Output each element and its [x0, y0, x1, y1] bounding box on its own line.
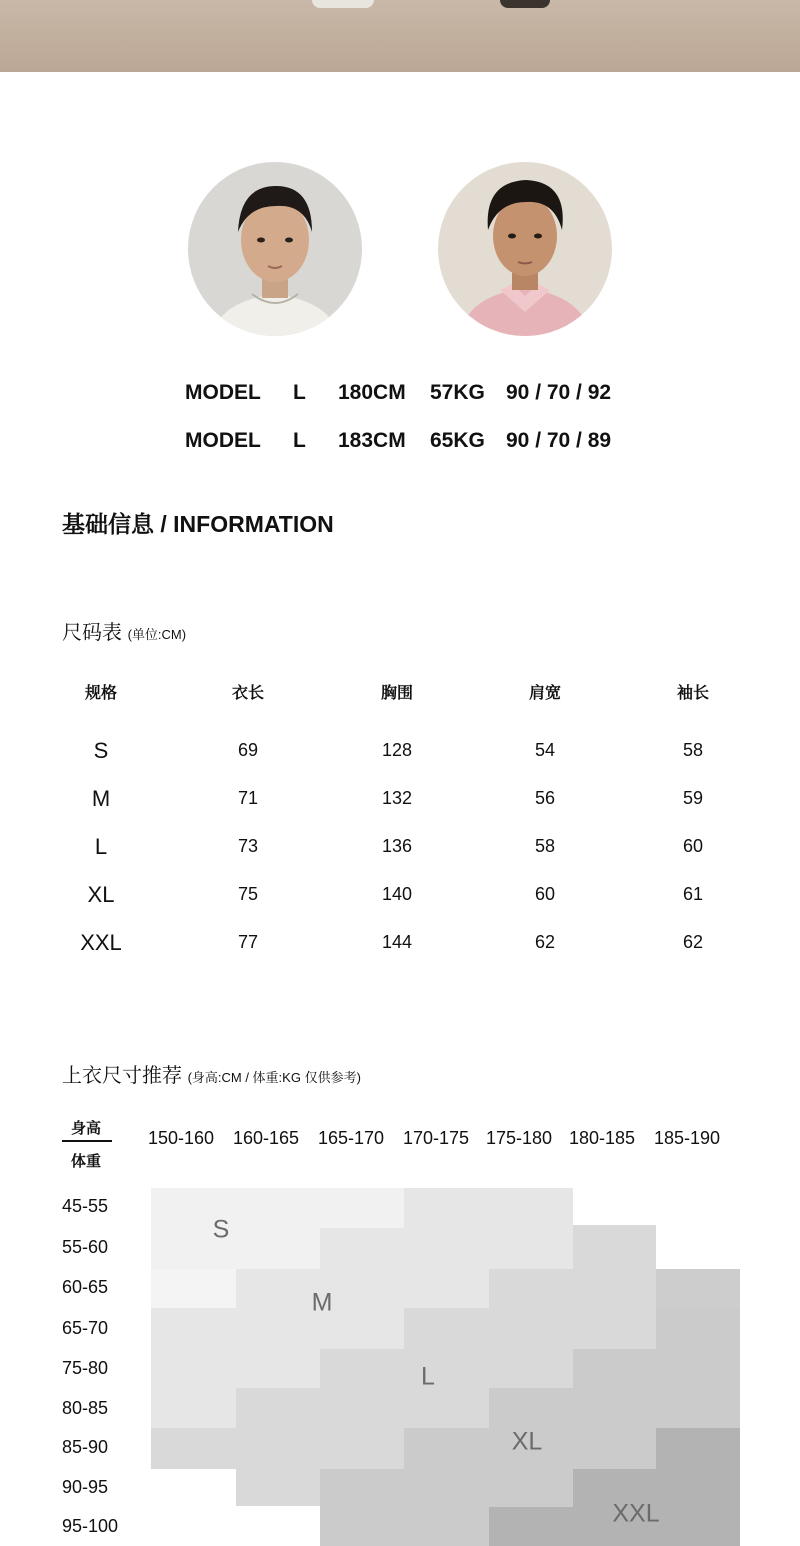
model-weight: 65KG — [430, 429, 485, 452]
size-cell: XL — [87, 882, 115, 907]
weight-range: 80-85 — [62, 1398, 109, 1418]
size-table-header: 胸围 — [380, 685, 414, 702]
shoulder-cell: 58 — [534, 836, 556, 856]
model-avatar-2 — [438, 162, 612, 336]
model-label: MODEL — [185, 381, 261, 404]
chest-cell: 144 — [381, 932, 413, 952]
sleeve-cell: 58 — [682, 740, 704, 760]
zone-s — [151, 1228, 320, 1269]
size-table-header: 肩宽 — [528, 685, 562, 702]
sleeve-cell: 61 — [682, 884, 704, 904]
chest-cell: 132 — [381, 788, 413, 808]
size-table-unit: (单位:CM) — [127, 627, 187, 642]
length-cell: 73 — [237, 836, 259, 856]
recommend-title-text: 上衣尺寸推荐 — [62, 1065, 182, 1087]
zone-l — [151, 1428, 404, 1469]
chest-cell: 136 — [381, 836, 413, 856]
shoulder-cell: 62 — [534, 932, 556, 952]
model-height: 180CM — [338, 381, 406, 404]
size-cell: XXL — [80, 930, 122, 955]
sleeve-cell: 59 — [682, 788, 704, 808]
model-height: 183CM — [338, 429, 406, 452]
height-range: 170-175 — [403, 1128, 470, 1148]
zone-xl — [656, 1308, 740, 1349]
zone-xl — [320, 1469, 573, 1507]
zone-xl — [573, 1349, 740, 1388]
weight-range: 65-70 — [62, 1318, 109, 1338]
zone-xl — [656, 1269, 740, 1308]
height-range: 165-170 — [318, 1128, 385, 1148]
zone-xxl — [656, 1428, 740, 1469]
size-cell: S — [93, 738, 109, 763]
size-cell: M — [91, 786, 111, 811]
height-range: 180-185 — [569, 1128, 636, 1148]
height-axis-label: 身高 — [71, 1120, 102, 1137]
weight-range: 95-100 — [62, 1516, 119, 1536]
weight-range: 60-65 — [62, 1277, 109, 1297]
zone-label-s: S — [212, 1215, 230, 1244]
chest-cell: 140 — [381, 884, 413, 904]
info-title: 基础信息 / INFORMATION — [62, 511, 334, 537]
weight-range: 75-80 — [62, 1358, 109, 1378]
zone-label-l: L — [421, 1362, 435, 1391]
model-measurements: 90 / 70 / 92 — [506, 381, 612, 404]
sleeve-cell: 62 — [682, 932, 704, 952]
weight-axis-label: 体重 — [71, 1153, 102, 1170]
model-size: L — [293, 429, 306, 452]
shoulder-cell: 56 — [534, 788, 556, 808]
top-photo — [0, 0, 800, 72]
chest-cell: 128 — [381, 740, 413, 760]
zone-m — [320, 1228, 573, 1269]
weight-range: 55-60 — [62, 1237, 109, 1257]
size-table-header: 袖长 — [676, 685, 710, 702]
size-table-header: 衣长 — [231, 685, 265, 702]
zone-m — [236, 1269, 489, 1308]
height-range: 185-190 — [654, 1128, 721, 1148]
model-avatar-1 — [188, 162, 362, 336]
shoe-left — [312, 0, 374, 8]
recommend-title — [62, 1059, 361, 1088]
shoe-right — [500, 0, 550, 8]
length-cell: 71 — [237, 788, 259, 808]
shoulder-cell: 60 — [534, 884, 556, 904]
zone-label-m: M — [311, 1288, 333, 1317]
zone-m — [151, 1308, 404, 1349]
zone-m — [404, 1188, 573, 1228]
zone-l — [320, 1349, 573, 1388]
zone-l — [573, 1225, 656, 1269]
length-cell: 69 — [237, 740, 259, 760]
height-range: 150-160 — [148, 1128, 215, 1148]
zone-label-xl: XL — [511, 1427, 543, 1456]
zone-l — [236, 1388, 489, 1428]
size-table-title-text: 尺码表 — [62, 622, 122, 644]
size-table-header: 规格 — [84, 685, 118, 702]
zone-xl — [489, 1388, 740, 1428]
model-measurements: 90 / 70 / 89 — [506, 429, 612, 452]
height-range: 160-165 — [233, 1128, 300, 1148]
size-cell: L — [94, 834, 108, 859]
sleeve-cell: 60 — [682, 836, 704, 856]
zone-s — [151, 1269, 236, 1308]
length-cell: 77 — [237, 932, 259, 952]
size-table-title — [62, 616, 186, 645]
recommend-note: (身高:CM / 体重:KG 仅供参考) — [187, 1070, 361, 1085]
axis-divider — [62, 1140, 112, 1142]
zone-label-xxl: XXL — [612, 1499, 660, 1528]
weight-range: 90-95 — [62, 1477, 109, 1497]
model-size: L — [293, 381, 306, 404]
model-weight: 57KG — [430, 381, 485, 404]
zone-m — [151, 1388, 236, 1428]
zone-l — [236, 1469, 320, 1506]
height-range: 175-180 — [486, 1128, 553, 1148]
weight-range: 85-90 — [62, 1437, 109, 1457]
zone-l — [404, 1308, 656, 1349]
zone-m — [151, 1349, 320, 1388]
weight-range: 45-55 — [62, 1196, 109, 1216]
zone-xl — [320, 1507, 489, 1546]
length-cell: 75 — [237, 884, 259, 904]
shoulder-cell: 54 — [534, 740, 556, 760]
zone-s — [151, 1188, 404, 1228]
model-label: MODEL — [185, 429, 261, 452]
